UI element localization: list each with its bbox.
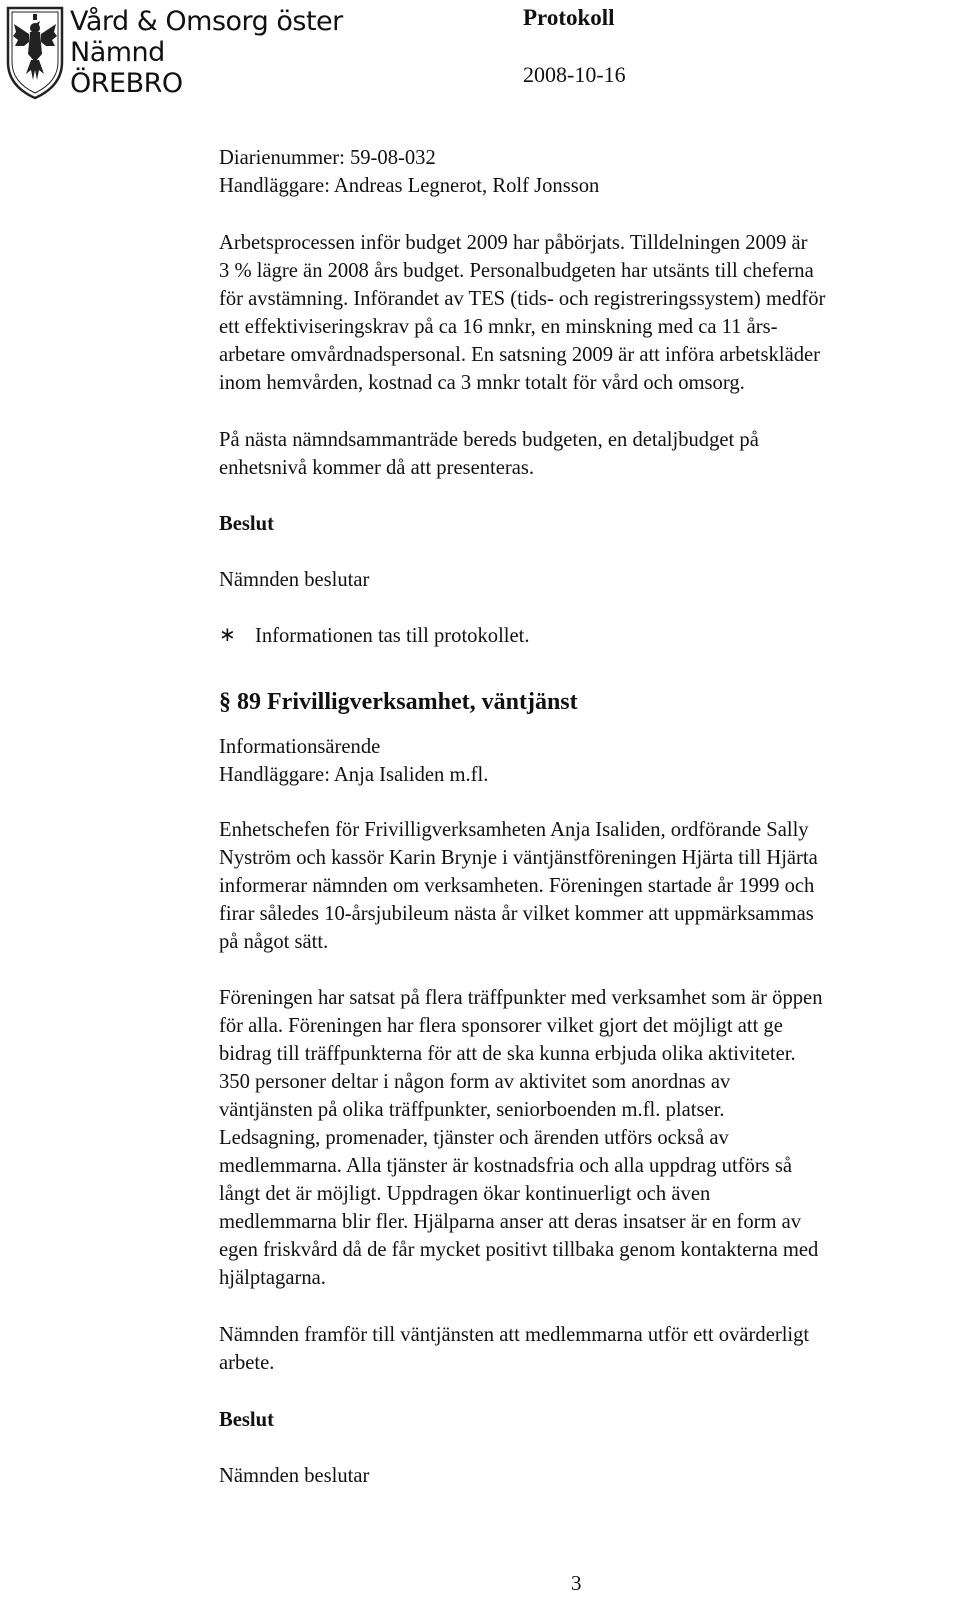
handlaggare: Handläggare: Andreas Legnerot, Rolf Jonsson [219, 175, 600, 197]
bullet-text: Informationen tas till protokollet. [255, 625, 530, 647]
diarienummer: Diarienummer: 59-08-032 [219, 147, 436, 169]
paragraph-line: arbetare omvårdnadspersonal. En satsning 2009 är att införa arbetskläder [219, 344, 820, 366]
beslut-intro: Nämnden beslutar [219, 569, 370, 591]
beslut-intro: Nämnden beslutar [219, 1465, 370, 1487]
section-handlaggare: Handläggare: Anja Isaliden m.fl. [219, 764, 489, 786]
paragraph-line: inom hemvården, kostnad ca 3 mnkr totalt för vård och omsorg. [219, 372, 745, 394]
paragraph-line: Föreningen har satsat på flera träffpunkter med verksamhet som är öppen [219, 987, 823, 1009]
paragraph-line: hjälptagarna. [219, 1267, 326, 1289]
org-line-3: ÖREBRO [70, 68, 183, 99]
paragraph-line: 3 % lägre än 2008 års budget. Personalbudgeten har utsänts till cheferna [219, 260, 814, 282]
paragraph-line: Nämnden framför till väntjänsten att medlemmarna utför ett ovärderligt [219, 1324, 810, 1346]
paragraph-line: långt det är möjligt. Uppdragen ökar kontinuerligt och även [219, 1183, 711, 1205]
paragraph-line: Ledsagning, promenader, tjänster och ärenden utförs också av [219, 1127, 729, 1149]
document-type: Protokoll [523, 5, 615, 30]
organization-name [70, 6, 343, 99]
paragraph-line: Enhetschefen för Frivilligverksamheten Anja Isaliden, ordförande Sally [219, 819, 809, 841]
beslut-heading: Beslut [219, 1409, 274, 1431]
paragraph-line: för alla. Föreningen har flera sponsorer vilket gjort det möjligt att ge [219, 1015, 783, 1037]
paragraph-line: Arbetsprocessen inför budget 2009 har påbörjats. Tilldelningen 2009 är [219, 232, 808, 254]
paragraph-line: väntjänsten på olika träffpunkter, seniorboenden m.fl. platser. [219, 1099, 725, 1121]
beslut-heading: Beslut [219, 513, 274, 535]
paragraph-line: firar således 10-årsjubileum nästa år vilket kommer att uppmärksammas [219, 903, 814, 925]
org-line-1: Vård & Omsorg öster [70, 6, 343, 37]
paragraph-line: 350 personer deltar i någon form av aktivitet som anordnas av [219, 1071, 731, 1093]
paragraph-line: enhetsnivå kommer då att presenteras. [219, 457, 535, 479]
org-line-2: Nämnd [70, 37, 165, 68]
paragraph-line: arbete. [219, 1352, 275, 1374]
paragraph-line: på något sätt. [219, 931, 329, 953]
page-number: 3 [571, 1571, 582, 1595]
paragraph-line: för avstämning. Införandet av TES (tids- och registreringssystem) medför [219, 288, 826, 310]
section-heading: § 89 Frivilligverksamhet, väntjänst [219, 689, 578, 715]
paragraph-line: bidrag till träffpunkterna för att de ska kunna erbjuda olika aktiviteter. [219, 1043, 796, 1065]
document-date: 2008-10-16 [523, 62, 626, 87]
paragraph-line: medlemmarna. Alla tjänster är kostnadsfria och alla uppdrag utförs så [219, 1155, 793, 1177]
coat-of-arms-logo [4, 2, 66, 100]
section-type: Informationsärende [219, 736, 381, 758]
paragraph-line: På nästa nämndsammanträde bereds budgeten, en detaljbudget på [219, 429, 759, 451]
paragraph-line: ett effektiviseringskrav på ca 16 mnkr, en minskning med ca 11 års- [219, 316, 778, 338]
paragraph-line: medlemmarna blir fler. Hjälparna anser att deras insatser är en form av [219, 1211, 802, 1233]
paragraph-line: egen friskvård då de får mycket positivt tillbaka genom kontakterna med [219, 1239, 819, 1261]
paragraph-line: Nyström och kassör Karin Brynje i väntjänstföreningen Hjärta till Hjärta [219, 847, 818, 869]
bullet-marker: ∗ [219, 624, 236, 646]
paragraph-line: informerar nämnden om verksamheten. Föreningen startade år 1999 och [219, 875, 815, 897]
